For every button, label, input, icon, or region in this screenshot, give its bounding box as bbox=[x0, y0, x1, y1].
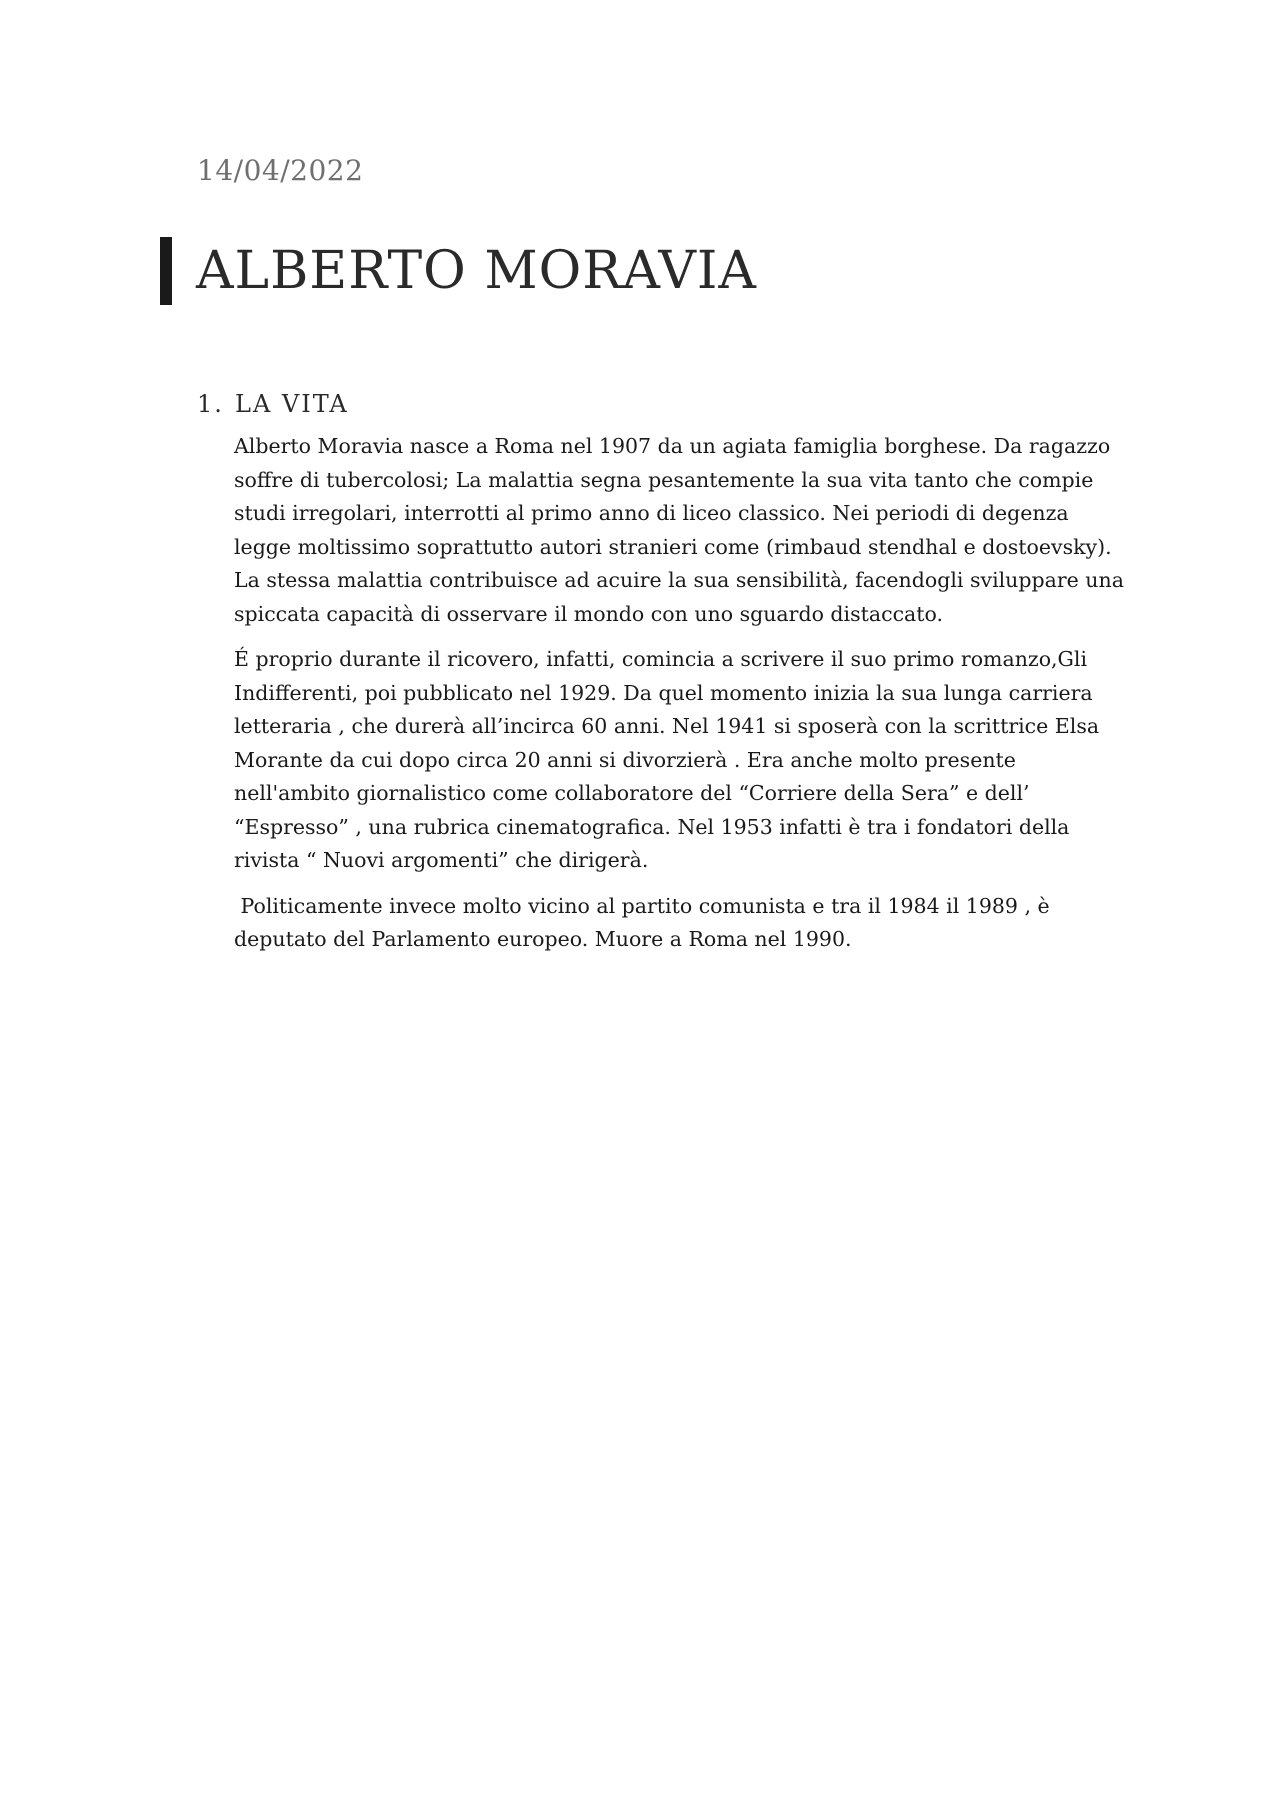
text-line: soffre di tubercolosi; La malattia segna pesantemente la sua vita tanto che compie bbox=[234, 467, 1094, 492]
section-heading bbox=[197, 390, 349, 418]
text-line: deputato del Parlamento europeo. Muore a Roma nel 1990. bbox=[234, 927, 852, 951]
text-line: “Espresso” , una rubrica cinematografica. Nel 1953 infatti è tra i fondatori della bbox=[234, 814, 1070, 839]
text-line: rivista “ Nuovi argomenti” che dirigerà. bbox=[234, 848, 649, 872]
paragraph-2 bbox=[234, 643, 1100, 878]
text-line: nell'ambito giornalistico come collaboratore del “Corriere della Sera” e dell’ bbox=[234, 781, 1030, 805]
text-line: letteraria , che durerà all’incirca 60 anni. Nel 1941 si sposerà con la scrittrice Elsa bbox=[234, 714, 1100, 738]
text-line: É proprio durante il ricovero, infatti, comincia a scrivere il suo primo romanzo,Gli bbox=[234, 647, 1088, 671]
text-line: Alberto Moravia nasce a Roma nel 1907 da un agiata famiglia borghese. Da ragazzo bbox=[234, 434, 1111, 458]
text-line: La stessa malattia contribuisce ad acuire la sua sensibilità, facendogli sviluppare una bbox=[234, 568, 1124, 592]
text-line: studi irregolari, interrotti al primo anno di liceo classico. Nei periodi di degenza bbox=[234, 501, 1069, 525]
text-line: Politicamente invece molto vicino al partito comunista e tra il 1984 il 1989 , è bbox=[234, 893, 1050, 918]
section-title: LA VITA bbox=[235, 390, 349, 418]
text-line: Morante da cui dopo circa 20 anni si divorzierà . Era anche molto presente bbox=[234, 747, 1016, 772]
text-line: legge moltissimo soprattutto autori stranieri come (rimbaud stendhal e dostoevsky). bbox=[234, 534, 1112, 559]
document-title: ALBERTO MORAVIA bbox=[196, 241, 757, 301]
text-line: spiccata capacità di osservare il mondo con uno sguardo distaccato. bbox=[234, 601, 944, 626]
paragraph-3 bbox=[234, 890, 1094, 957]
section-number: 1. bbox=[197, 390, 224, 418]
text-line: Indifferenti, poi pubblicato nel 1929. Da quel momento inizia la sua lunga carriera bbox=[234, 680, 1093, 705]
section-body bbox=[234, 430, 1124, 969]
title-accent-bar bbox=[160, 237, 172, 305]
document-date: 14/04/2022 bbox=[197, 154, 364, 187]
paragraph-1 bbox=[234, 430, 1124, 631]
